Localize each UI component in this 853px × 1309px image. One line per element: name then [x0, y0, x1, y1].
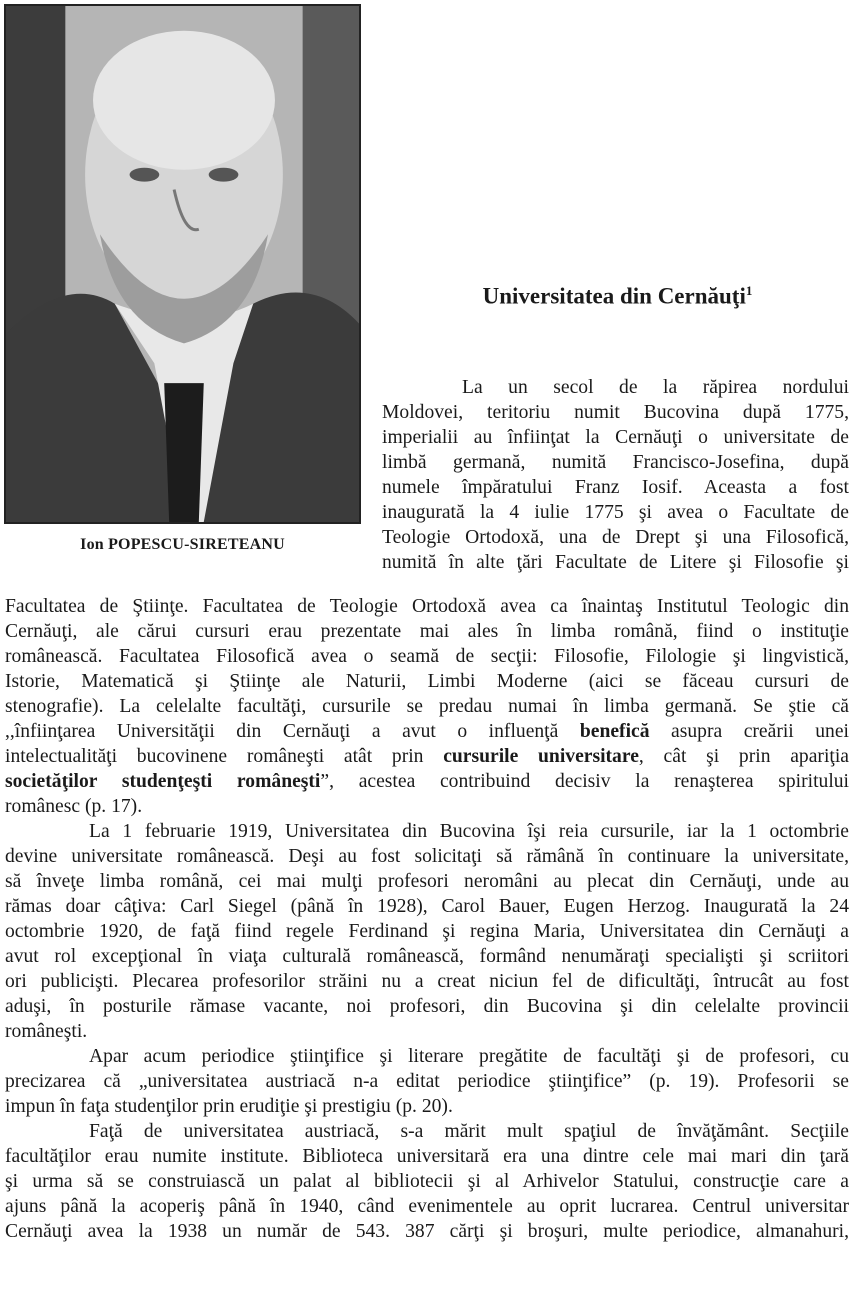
photo-caption: Ion POPESCU-SIRETEANU — [80, 536, 285, 553]
text-run: intelectualităţi bucovinene româneşti atât prin — [5, 746, 444, 767]
body-text — [5, 594, 849, 1244]
bold-run: benefică — [579, 721, 650, 742]
bold-run: cursurile universitare — [443, 746, 639, 767]
text-line — [5, 769, 849, 794]
text-line: Cernăuţi avea la 1938 un număr de 543. 387 cărţi şi broşuri, multe periodice, almanahuri, — [5, 1221, 849, 1242]
text-line: impun în faţa studenţilor prin erudiţie şi prestigiu (p. 20). — [5, 1096, 453, 1117]
text-run: asupra creării unei — [649, 721, 849, 742]
text-line: devine universitate românească. Deşi au fost solicitaţi să rămână în continuare la universitate, — [5, 846, 849, 867]
text-line: Moldovei, teritoriu numit Bucovina după 1775, — [382, 402, 849, 423]
portrait-image — [6, 6, 359, 522]
text-line: octombrie 1920, de faţă fiind regele Ferdinand şi regina Maria, Universitatea din Cernăuţi a — [5, 921, 849, 942]
text-line: ajuns până la acoperiş până în 1940, când evenimentele au oprit lucrarea. Centrul universitar — [5, 1196, 849, 1217]
text-line: şi urma să se construiască un palat al bibliotecii şi al Arhivelor Statului, construcţie care a — [5, 1171, 849, 1192]
footnote-marker: 1 — [745, 283, 753, 298]
text-line: ori publicişti. Plecarea profesorilor străini nu a creat niciun fel de dificultăţi, întrucât au fost — [5, 971, 849, 992]
text-line: românească. Facultatea Filosofică avea o seamă de secţii: Filosofie, Filologie şi lingvistică, — [5, 646, 849, 667]
text-line: limbă germană, numită Francisco-Josefina, după — [382, 452, 849, 473]
text-run: , cât şi prin apariţia — [638, 746, 849, 767]
text-line: Cernăuţi, ale cărui cursuri erau prezentate mai ales în limba română, fiind o instituţie — [5, 621, 849, 642]
text-run: ,,înfiinţarea Universităţii din Cernăuţi a avut o influenţă — [5, 721, 580, 742]
text-line: să înveţe limba română, cei mai mulţi profesori neromâni au plecat din Cernăuţi, unde au — [5, 871, 849, 892]
text-line: Faţă de universitatea austriacă, s-a mărit mult spaţiul de învăţământ. Secţiile — [89, 1121, 849, 1142]
text-line — [5, 719, 849, 744]
title-text: Universitatea din Cernăuţi — [482, 283, 746, 309]
text-line: La 1 februarie 1919, Universitatea din Bucovina îşi reia cursurile, iar la 1 octombrie — [89, 821, 849, 842]
text-line: facultăţilor erau numite institute. Biblioteca universitară era una dintre cele mai mari din ţară — [5, 1146, 849, 1167]
text-line: stenografie). La celelalte facultăţi, cursurile se predau numai în limba germană. Se ştie că — [5, 696, 849, 717]
text-line: Apar acum periodice ştiinţifice şi literare pregătite de facultăţi şi de profesori, cu — [89, 1046, 849, 1067]
text-line: avut rol excepţional în viaţa culturală românească, formând nenumăraţi specialişti şi scriitori — [5, 946, 849, 967]
text-line: precizarea că „universitatea austriacă n-a editat periodice ştiinţifice” (p. 19). Profesorii se — [5, 1071, 849, 1092]
text-line: rămas doar câţiva: Carl Siegel (până în 1928), Carol Bauer, Eugen Herzog. Inaugurată la 24 — [5, 896, 849, 917]
intro-column — [382, 375, 849, 575]
text-line: numele împăratului Franz Iosif. Aceasta a fost — [382, 477, 849, 498]
text-line: numită în alte ţări Facultate de Litere şi Filosofie şi — [382, 552, 849, 573]
text-line: Facultatea de Ştiinţe. Facultatea de Teologie Ortodoxă avea ca înaintaş Institutul Teologic din — [5, 596, 849, 617]
text-line: La un secol de la răpirea nordului — [462, 377, 849, 398]
text-line: imperialii au înfiinţat la Cernăuţi o universitate de — [382, 427, 849, 448]
text-line: Teologie Ortodoxă, una de Drept şi una Filosofică, — [382, 527, 849, 548]
text-line: Istorie, Matematică şi Ştiinţe ale Naturii, Limbi Moderne (aici se făceau cursuri de — [5, 671, 849, 692]
text-line: inaugurată la 4 iulie 1775 şi avea o Facultate de — [382, 502, 849, 523]
text-line: românesc (p. 17). — [5, 796, 143, 817]
article-title — [382, 283, 853, 310]
text-line — [5, 744, 849, 769]
text-line: româneşti. — [5, 1021, 88, 1042]
text-run: ”, acestea contribuind decisiv la renaşterea spiritului — [320, 771, 850, 792]
bold-run: societăţilor studenţeşti româneşti — [5, 771, 321, 792]
author-portrait — [4, 4, 361, 524]
text-line: aduşi, în posturile rămase vacante, noi profesori, din Bucovina şi din celelalte provincii — [5, 996, 849, 1017]
